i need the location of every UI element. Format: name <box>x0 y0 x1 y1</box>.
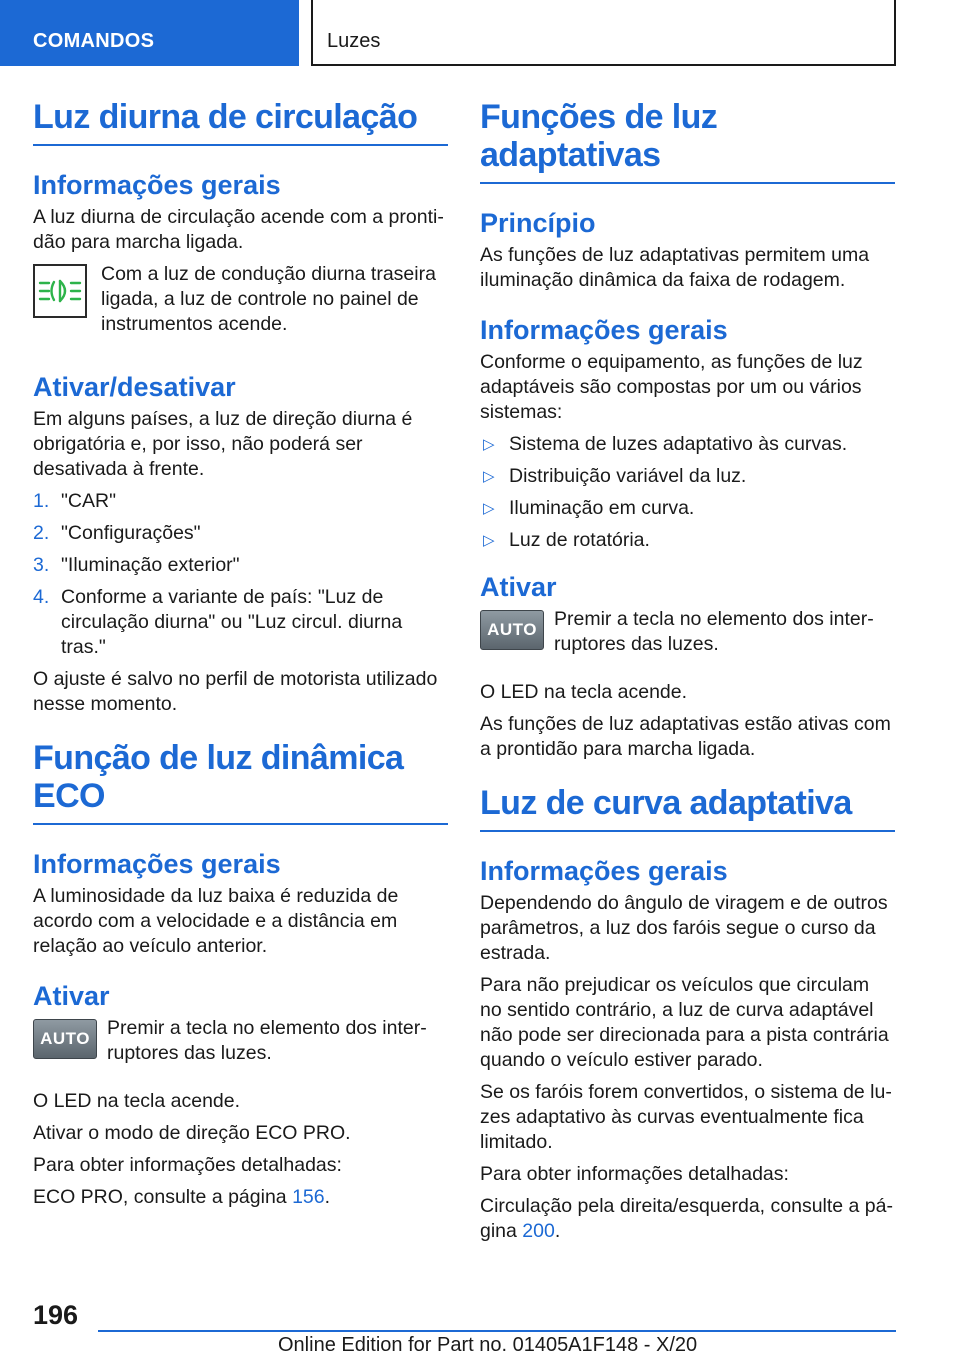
drl-indicator-row <box>33 262 448 344</box>
page-header <box>0 0 960 66</box>
adaptive-principle-text: As funções de luz adaptativas permitem uma iluminação dinâmica da faixa de rodagem. <box>480 244 870 291</box>
page-number: 196 <box>33 1300 79 1330</box>
adaptive-led-text: O LED na tecla acende. <box>480 681 688 703</box>
footer-edition: Online Edition for Part no. 01405A1F148 - X/20 <box>278 1334 698 1356</box>
daytime-running-light-icon <box>33 264 87 318</box>
footer-divider <box>98 1330 896 1332</box>
drl-indicator-text: Com a luz de condução diurna traseira ligada, a luz de controle no painel de instrumentos acende. <box>101 263 436 335</box>
bullet-triangle-icon: ▷ <box>483 436 495 453</box>
bullet-text: Distribuição variável da luz. <box>509 465 747 487</box>
adaptive-activate-heading: Ativar <box>480 572 557 602</box>
eco-auto-row <box>33 1016 448 1073</box>
auto-button-icon: AUTO <box>33 1019 97 1059</box>
eco-details-text: Para obter informações detalhadas: <box>33 1154 342 1176</box>
auto-button-icon: AUTO <box>480 610 544 650</box>
step-number: 2. <box>33 522 50 544</box>
section-tab-label: COMANDOS <box>33 30 155 52</box>
eco-auto-text: Premir a tecla no elemento dos interruptores das luzes. <box>107 1017 427 1064</box>
curve-text-2: Para não prejudicar os veículos que circulam no sentido contrário, a luz de curva adaptável não pode ser direcionada para a pista contrária quando o veículo estiver parado. <box>480 974 889 1071</box>
step-text: Conforme a variante de país: "Luz de circulação diurna" ou "Luz circul. diurna tras." <box>61 586 403 658</box>
drl-general-heading: Informações gerais <box>33 170 281 200</box>
eco-general-text: A luminosidade da luz baixa é reduzida de acordo com a velocidade e a distância em relação ao veículo anterior. <box>33 885 399 957</box>
bullet-triangle-icon: ▷ <box>483 532 495 549</box>
reference-text: Circulação pela direita/esquerda, consulte a página <box>480 1195 894 1242</box>
eco-reference <box>33 1185 448 1210</box>
drl-steps-list <box>33 489 448 660</box>
eco-led-text: O LED na tecla acende. <box>33 1090 241 1112</box>
adaptive-auto-row <box>480 607 895 664</box>
list-item <box>480 464 895 489</box>
step-number: 3. <box>33 554 50 576</box>
adaptive-general-heading: Informações gerais <box>480 315 728 345</box>
drl-activate-text: Em alguns países, a luz de direção diurna é obrigatória e, por isso, não poderá ser desativada à frente. <box>33 408 413 480</box>
chapter-tab[interactable] <box>311 0 896 66</box>
page-link-200[interactable]: 200 <box>522 1220 555 1242</box>
chapter-tab-label: Luzes <box>327 30 381 52</box>
section-tab[interactable] <box>0 0 299 66</box>
list-item <box>33 489 448 514</box>
eco-mode-text: Ativar o modo de direção ECO PRO. <box>33 1122 351 1144</box>
step-number: 4. <box>33 586 50 608</box>
bullet-triangle-icon: ▷ <box>483 468 495 485</box>
curve-text-3: Se os faróis forem convertidos, o sistema de luzes adaptativo às curvas eventualmente fica limitado. <box>480 1081 892 1153</box>
curve-details-text: Para obter informações detalhadas: <box>480 1163 789 1185</box>
step-text: "Iluminação exterior" <box>61 554 240 576</box>
step-number: 1. <box>33 490 50 512</box>
step-text: "Configurações" <box>61 522 201 544</box>
bullet-triangle-icon: ▷ <box>483 500 495 517</box>
curve-text-1: Dependendo do ângulo de viragem e de outros parâmetros, a luz dos faróis segue o curso da estrada. <box>480 892 888 964</box>
list-item <box>480 432 895 457</box>
left-column <box>33 98 448 1217</box>
list-item <box>33 585 448 660</box>
adaptive-systems-list <box>480 432 895 553</box>
right-column <box>480 98 895 1251</box>
list-item <box>480 528 895 553</box>
list-item <box>33 553 448 578</box>
adaptive-active-text: As funções de luz adaptativas estão ativas com a prontidão para marcha ligada. <box>480 713 891 760</box>
reference-end: . <box>554 1220 561 1242</box>
drl-title: Luz diurna de circulação <box>33 98 448 146</box>
adaptive-general-text: Conforme o equipamento, as funções de luz adaptáveis são compostas por um ou vários sistemas: <box>480 351 863 423</box>
adaptive-title: Funções de luz adaptativas <box>480 98 895 184</box>
bullet-text: Sistema de luzes adaptativo às curvas. <box>509 433 848 455</box>
reference-end: . <box>324 1186 331 1208</box>
eco-title: Função de luz dinâmica ECO <box>33 739 448 825</box>
list-item <box>480 496 895 521</box>
adaptive-auto-text: Premir a tecla no elemento dos interruptores das luzes. <box>554 608 874 655</box>
curve-reference <box>480 1194 895 1244</box>
eco-general-heading: Informações gerais <box>33 849 281 879</box>
bullet-text: Luz de rotatória. <box>509 529 650 551</box>
drl-general-text: A luz diurna de circulação acende com a prontidão para marcha ligada. <box>33 206 444 253</box>
curve-general-heading: Informações gerais <box>480 856 728 886</box>
adaptive-principle-heading: Princípio <box>480 208 596 238</box>
list-item <box>33 521 448 546</box>
reference-text: ECO PRO, consulte a página <box>33 1186 293 1208</box>
drl-activate-heading: Ativar/desativar <box>33 372 236 402</box>
step-text: "CAR" <box>61 490 117 512</box>
curve-title: Luz de curva adaptativa <box>480 784 895 832</box>
page-link-156[interactable]: 156 <box>292 1186 325 1208</box>
bullet-text: Iluminação em curva. <box>509 497 695 519</box>
drl-saved-text: O ajuste é salvo no perfil de motorista utilizado nesse momento. <box>33 668 438 715</box>
eco-activate-heading: Ativar <box>33 981 110 1011</box>
